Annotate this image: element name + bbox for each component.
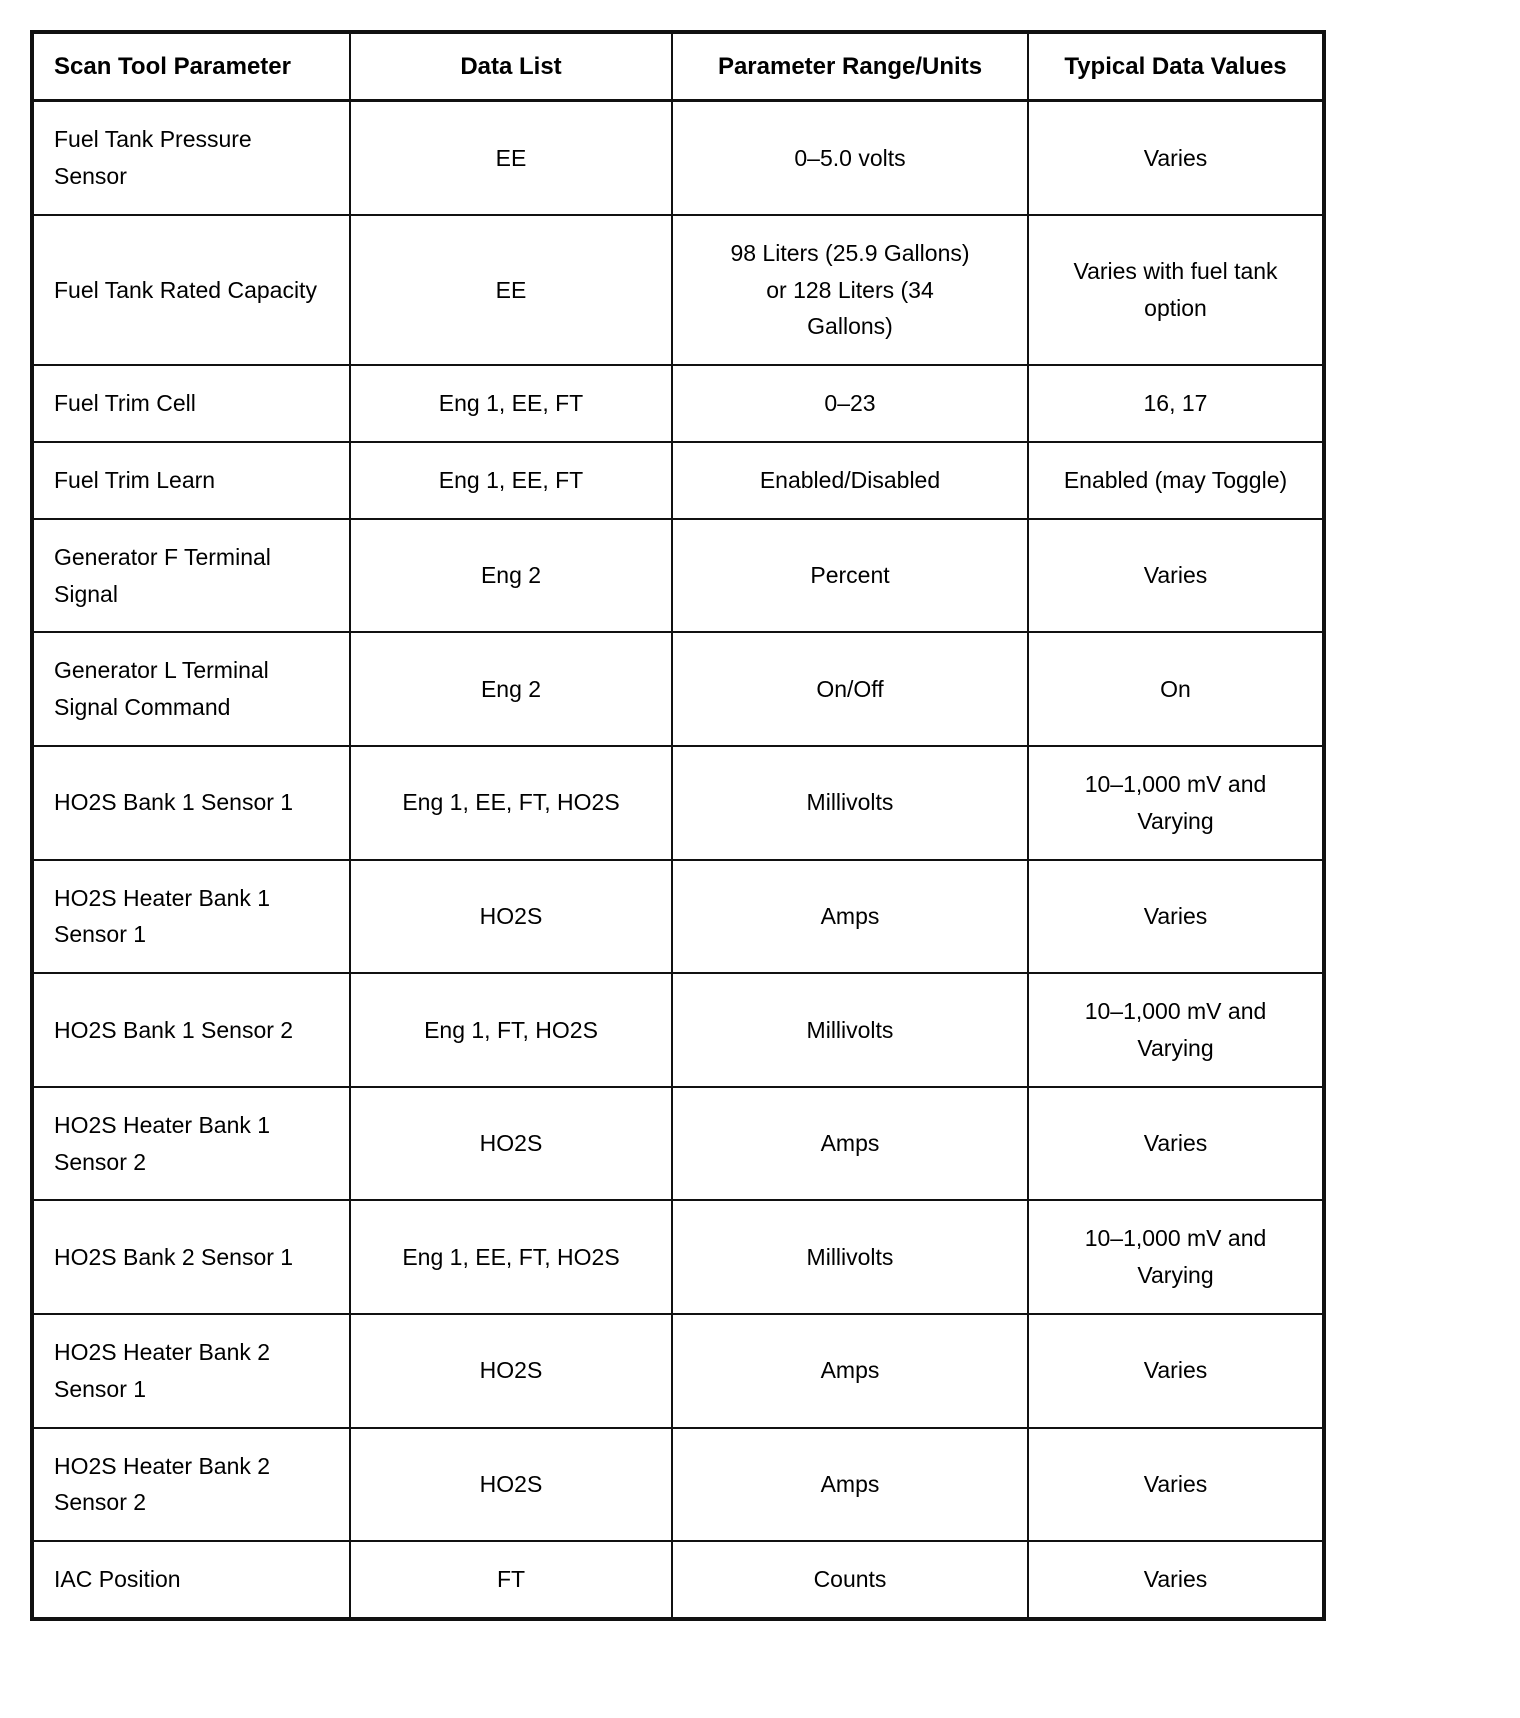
data-list-cell: Eng 1, EE, FT [350,442,672,519]
typical-data-values-cell: Varies [1028,519,1324,633]
typical-data-values-cell: 16, 17 [1028,365,1324,442]
typical-data-values-cell: 10–1,000 mV and Varying [1028,973,1324,1087]
parameter-range-units-cell: Enabled/Disabled [672,442,1028,519]
parameter-name-cell: Fuel Tank Pressure Sensor [32,101,350,215]
parameter-range-units-cell: Amps [672,1428,1028,1542]
parameter-range-units-cell: 0–5.0 volts [672,101,1028,215]
parameter-range-units-cell: 98 Liters (25.9 Gallons) or 128 Liters (34 Gallons) [672,215,1028,365]
typical-data-values-cell: On [1028,632,1324,746]
table-row [32,365,1324,442]
parameter-range-units-cell: 0–23 [672,365,1028,442]
table-row [32,519,1324,633]
column-header-scan-tool-parameter: Scan Tool Parameter [32,32,350,101]
data-list-cell: Eng 2 [350,519,672,633]
parameter-name-cell: Generator F Terminal Signal [32,519,350,633]
column-header-typical-data-values: Typical Data Values [1028,32,1324,101]
table-row [32,746,1324,860]
table-row [32,632,1324,746]
table-row [32,442,1324,519]
parameter-range-units-cell: On/Off [672,632,1028,746]
data-list-cell: EE [350,215,672,365]
parameter-name-cell: HO2S Bank 2 Sensor 1 [32,1200,350,1314]
data-list-cell: Eng 1, FT, HO2S [350,973,672,1087]
typical-data-values-cell: Varies [1028,1541,1324,1619]
parameter-name-cell: HO2S Heater Bank 2 Sensor 1 [32,1314,350,1428]
data-list-cell: FT [350,1541,672,1619]
data-list-cell: EE [350,101,672,215]
data-list-cell: Eng 1, EE, FT, HO2S [350,1200,672,1314]
typical-data-values-cell: Varies [1028,101,1324,215]
parameter-name-cell: HO2S Bank 1 Sensor 1 [32,746,350,860]
table-row [32,1428,1324,1542]
parameter-name-cell: HO2S Heater Bank 2 Sensor 2 [32,1428,350,1542]
scan-tool-parameter-table [30,30,1326,1621]
table-row [32,860,1324,974]
data-list-cell: HO2S [350,860,672,974]
data-list-cell: Eng 2 [350,632,672,746]
column-header-parameter-range-units: Parameter Range/Units [672,32,1028,101]
parameter-name-cell: IAC Position [32,1541,350,1619]
parameter-range-units-cell: Millivolts [672,746,1028,860]
parameter-range-units-cell: Amps [672,1314,1028,1428]
table-row [32,1541,1324,1619]
parameter-range-units-cell: Amps [672,1087,1028,1201]
table-header-row [32,32,1324,101]
table-row [32,101,1324,215]
table-row [32,1087,1324,1201]
typical-data-values-cell: 10–1,000 mV and Varying [1028,746,1324,860]
table-row [32,1314,1324,1428]
table-row [32,973,1324,1087]
parameter-range-units-cell: Amps [672,860,1028,974]
table-row [32,1200,1324,1314]
parameter-name-cell: Fuel Trim Cell [32,365,350,442]
typical-data-values-cell: Enabled (may Toggle) [1028,442,1324,519]
typical-data-values-cell: Varies with fuel tank option [1028,215,1324,365]
parameter-range-units-cell: Counts [672,1541,1028,1619]
typical-data-values-cell: Varies [1028,1314,1324,1428]
data-list-cell: HO2S [350,1087,672,1201]
parameter-name-cell: HO2S Heater Bank 1 Sensor 2 [32,1087,350,1201]
table-row [32,215,1324,365]
parameter-name-cell: HO2S Heater Bank 1 Sensor 1 [32,860,350,974]
parameter-name-cell: Fuel Trim Learn [32,442,350,519]
data-list-cell: Eng 1, EE, FT, HO2S [350,746,672,860]
column-header-data-list: Data List [350,32,672,101]
parameter-name-cell: Fuel Tank Rated Capacity [32,215,350,365]
parameter-name-cell: Generator L Terminal Signal Command [32,632,350,746]
data-list-cell: HO2S [350,1428,672,1542]
typical-data-values-cell: Varies [1028,1428,1324,1542]
table-body [32,101,1324,1619]
typical-data-values-cell: Varies [1028,1087,1324,1201]
parameter-range-units-cell: Percent [672,519,1028,633]
parameter-name-cell: HO2S Bank 1 Sensor 2 [32,973,350,1087]
parameter-range-units-cell: Millivolts [672,1200,1028,1314]
data-list-cell: HO2S [350,1314,672,1428]
data-list-cell: Eng 1, EE, FT [350,365,672,442]
parameter-range-units-cell: Millivolts [672,973,1028,1087]
typical-data-values-cell: Varies [1028,860,1324,974]
typical-data-values-cell: 10–1,000 mV and Varying [1028,1200,1324,1314]
